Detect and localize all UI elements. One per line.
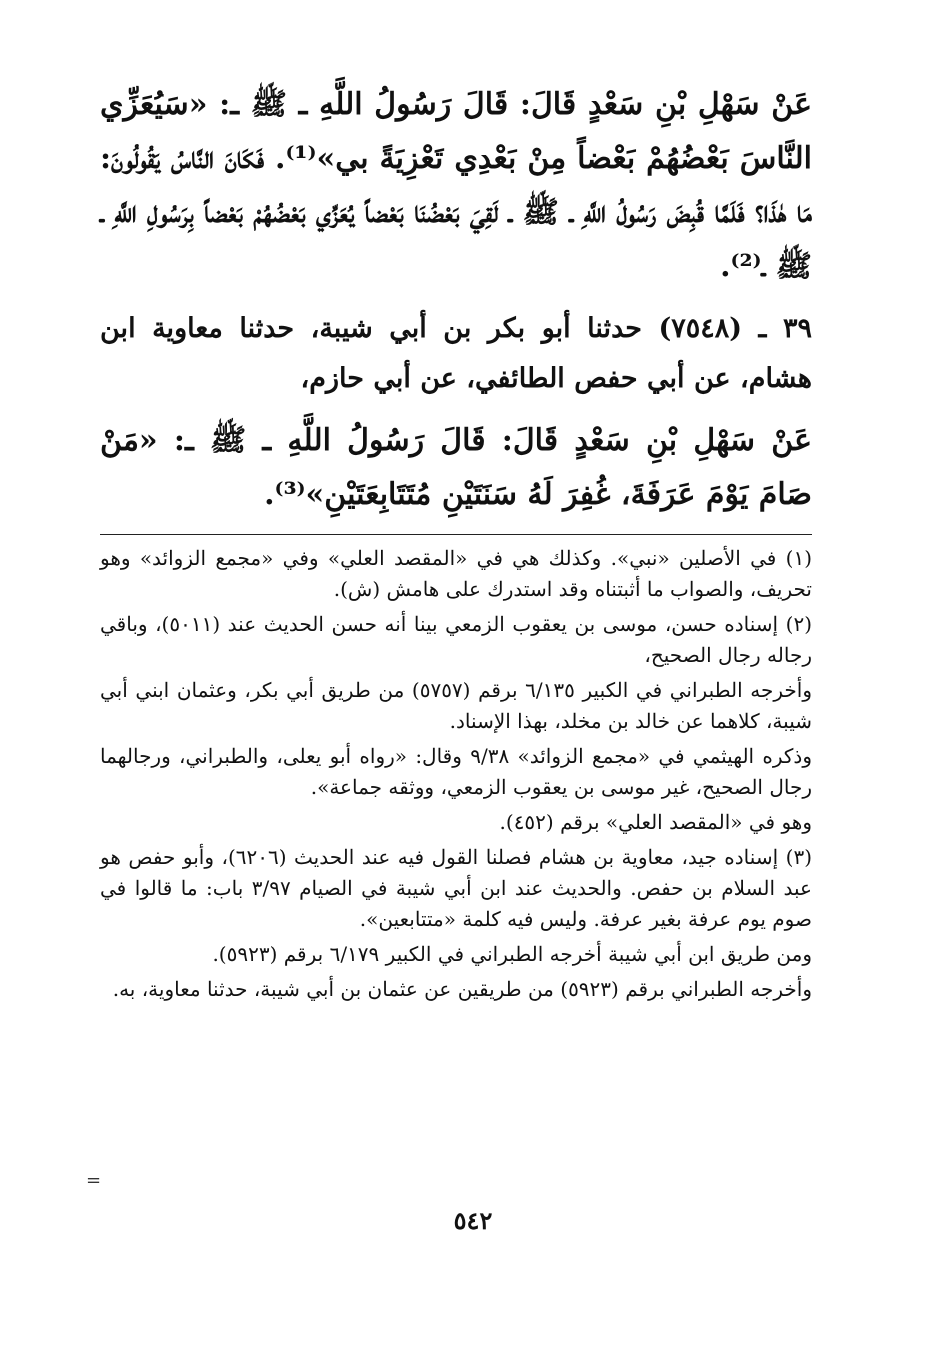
footnotes bbox=[100, 543, 812, 1005]
footnote-2-cont-b: وذكره الهيثمي في «مجمع الزوائد» ٩/٣٨ وقال: «رواه أبو يعلى، والطبراني، ورجالهما رجال الصحيح، غير موسى بن يعقوب الزمعي، ووثقه جماعة». bbox=[100, 744, 812, 799]
book-page bbox=[100, 78, 812, 1009]
continuation-mark: = bbox=[86, 1170, 102, 1191]
footnote-1: (١) في الأصلين «نبي». وكذلك هي في «المقصد العلي» وفي «مجمع الزوائد» وهو تحريف، والصواب ما أثبتناه وقد استدرك على هامش (ش). bbox=[100, 546, 812, 601]
hadith-39-text: عَنْ سَهْلِ بْنِ سَعْدٍ قَالَ: قَالَ رَسُولُ اللَّهِ ـ ﷺ ـ: «مَنْ صَامَ يَوْمَ عَرَفَةَ، غُفِرَ لَهُ سَنَتَيْنِ مُتَتَابِعَتَيْنِ»⁽³⁾. bbox=[100, 423, 812, 512]
footnote-3-cont-b: وأخرجه الطبراني برقم (٥٩٢٣) من طريقين عن عثمان بن أبي شيبة، حدثنا معاوية، به. bbox=[112, 977, 812, 1001]
footnote-divider bbox=[100, 534, 812, 535]
footnote-2-cont-c: وهو في «المقصد العلي» برقم (٤٥٢). bbox=[499, 810, 812, 834]
hadith-38-text: عَنْ سَهْلِ بْنِ سَعْدٍ قَالَ: قَالَ رَسُولُ اللَّهِ ـ ﷺ ـ: «سَيُعَزِّي النَّاسَ بَعْضُهُمْ بَعْضاً مِنْ بَعْدِي تَعْزِيَةً بي»⁽¹⁾. فَكَانَ النَّاسُ يَقُولُونَ: مَا هٰذَا؟ فَلَمَّا قُبِضَ رَسُولُ اللَّهِ ـ ﷺ ـ لَقِيَ بَعْضُنَا بَعْضاً يُعَزِّي بَعْضُهُمْ بَعْضاً بِرَسُولِ اللَّهِ ـ ﷺ ـ⁽²⁾. bbox=[100, 87, 812, 284]
footnote-3-cont-a: ومن طريق ابن أبي شيبة أخرجه الطبراني في الكبير ٦/١٧٩ برقم (٥٩٢٣). bbox=[212, 942, 812, 966]
hadith-39-isnad: ٣٩ ـ (٧٥٤٨) حدثنا أبو بكر بن أبي شيبة، حدثنا معاوية ابن هشام، عن أبي حفص الطائفي، عن أبي حازم، bbox=[100, 313, 812, 394]
footnote-2-cont-a: وأخرجه الطبراني في الكبير ٦/١٣٥ برقم (٥٧٥٧) من طريق أبي بكر، وعثمان ابني أبي شيبة، كلاهما عن خالد بن مخلد، بهذا الإسناد. bbox=[100, 678, 812, 733]
footnote-3: (٣) إسناده جيد، معاوية بن هشام فصلنا القول فيه عند الحديث (٦٢٠٦)، وأبو حفص هو عبد السلام بن حفص. والحديث عند ابن أبي شيبة في الصيام ٣/٩٧ باب: ما قالوا في صوم يوم عرفة بغير عرفة. وليس فيه كلمة «متتابعين». bbox=[100, 845, 812, 931]
footnote-2: (٢) إسناده حسن، موسى بن يعقوب الزمعي بينا أنه حسن الحديث عند (٥٠١١)، وباقي رجاله رجال الصحيح، bbox=[100, 612, 812, 667]
page-number: ٥٤٢ bbox=[453, 1206, 493, 1235]
